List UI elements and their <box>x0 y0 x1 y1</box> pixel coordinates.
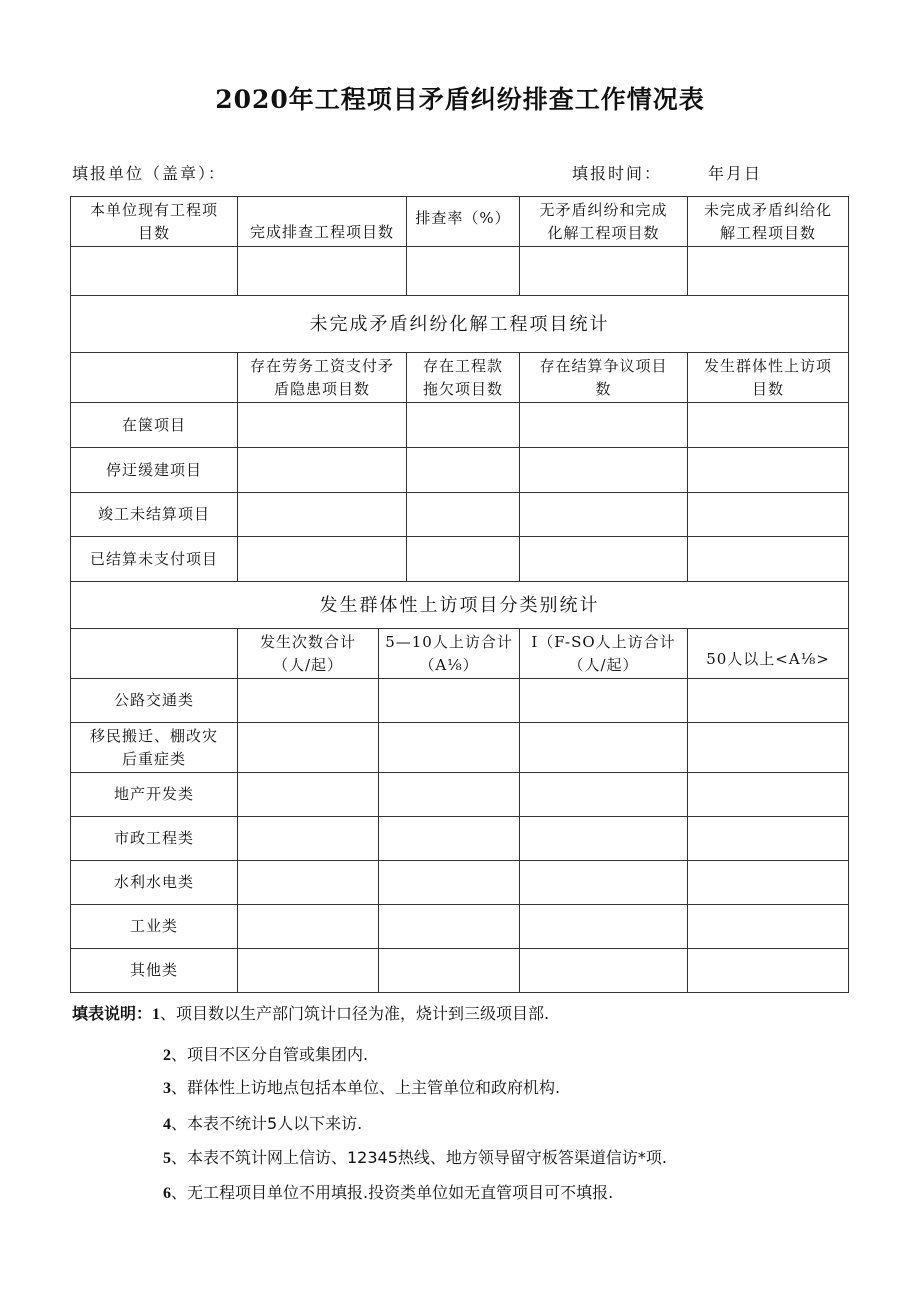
header-unresolved-projects: 未完成矛盾纠给化 解工程项目数 <box>688 197 849 247</box>
header-existing-projects: 本单位现有工程项 目数 <box>71 197 238 247</box>
input-cell[interactable] <box>520 493 688 537</box>
input-cell[interactable] <box>238 403 407 448</box>
row-label: 停迂缓建项目 <box>71 448 238 493</box>
input-cell[interactable] <box>379 905 520 949</box>
input-cell[interactable] <box>71 247 238 296</box>
input-cell[interactable] <box>688 817 849 861</box>
row-header-blank <box>71 353 238 403</box>
input-cell[interactable] <box>238 537 407 582</box>
table-row <box>71 817 849 861</box>
table-row <box>71 949 849 993</box>
note-item: 3、群体性上访地点包括本单位、上主管单位和政府机构. <box>163 1078 561 1097</box>
row-label: 已结算未支付项目 <box>71 537 238 582</box>
report-table <box>70 196 849 993</box>
header-5-10-people: 5—10人上访合计 （A⅛） <box>379 629 520 679</box>
table-row <box>71 448 849 493</box>
input-cell[interactable] <box>688 949 849 993</box>
input-cell[interactable] <box>238 679 379 723</box>
input-cell[interactable] <box>688 403 849 448</box>
note-item: 4、本表不统计5人以下来访. <box>163 1114 363 1133</box>
input-cell[interactable] <box>379 817 520 861</box>
header-payment-arrears: 存在工程款 拖欠项目数 <box>407 353 520 403</box>
page-title: 2020年工程项目矛盾纠纷排查工作情况表 <box>215 85 705 114</box>
input-cell[interactable] <box>379 949 520 993</box>
table-row <box>71 679 849 723</box>
unit-label: 填报单位（盖章）： <box>72 164 227 183</box>
section-unresolved-header-row <box>71 353 849 403</box>
input-cell[interactable] <box>238 861 379 905</box>
input-cell[interactable] <box>238 448 407 493</box>
header-total-count: 发生次数合计 （人/起） <box>238 629 379 679</box>
input-cell[interactable] <box>407 403 520 448</box>
input-cell[interactable] <box>407 493 520 537</box>
input-cell[interactable] <box>520 817 688 861</box>
row-label: 在箧项目 <box>71 403 238 448</box>
row-label: 移民搬迁、棚改灾 后重症类 <box>71 723 238 773</box>
row-label: 工业类 <box>71 905 238 949</box>
header-completed-projects: 完成排查工程项目数 <box>238 197 407 247</box>
input-cell[interactable] <box>520 403 688 448</box>
section-petition-title: 发生群体性上访项目分类别统计 <box>71 582 849 629</box>
time-label: 填报时间： <box>572 164 663 183</box>
input-cell[interactable] <box>520 773 688 817</box>
table-row <box>71 723 849 773</box>
table-row <box>71 905 849 949</box>
input-cell[interactable] <box>520 537 688 582</box>
row-label: 水利水电类 <box>71 861 238 905</box>
row-header-blank <box>71 629 238 679</box>
date-placeholder: 年月日 <box>708 164 763 183</box>
table-row <box>71 537 849 582</box>
input-cell[interactable] <box>407 247 520 296</box>
table-row <box>71 493 849 537</box>
section-petition-title-row <box>71 582 849 629</box>
input-cell[interactable] <box>688 247 849 296</box>
table-row <box>71 403 849 448</box>
input-cell[interactable] <box>407 537 520 582</box>
header-50-plus-people: 50人以上<A⅛> <box>688 629 849 679</box>
input-cell[interactable] <box>238 949 379 993</box>
section-petition-header-row <box>71 629 849 679</box>
input-cell[interactable] <box>520 723 688 773</box>
input-cell[interactable] <box>379 679 520 723</box>
header-wage-risk: 存在劳务工资支付矛 盾隐患项目数 <box>238 353 407 403</box>
input-cell[interactable] <box>379 773 520 817</box>
header-settlement-dispute: 存在结算争议项目 数 <box>520 353 688 403</box>
input-cell[interactable] <box>688 905 849 949</box>
input-cell[interactable] <box>688 493 849 537</box>
input-cell[interactable] <box>520 949 688 993</box>
row-label: 地产开发类 <box>71 773 238 817</box>
header-10-50-people: I（F-SO人上访合计 （人/起） <box>520 629 688 679</box>
input-cell[interactable] <box>407 448 520 493</box>
input-cell[interactable] <box>238 493 407 537</box>
input-cell[interactable] <box>520 905 688 949</box>
input-cell[interactable] <box>238 247 407 296</box>
input-cell[interactable] <box>688 861 849 905</box>
header-check-rate: 排查率（%） <box>407 197 520 247</box>
section-unresolved-title: 未完成矛盾纠纷化解工程项目统计 <box>71 296 849 353</box>
input-cell[interactable] <box>688 773 849 817</box>
header-group-petition: 发生群体性上访项 目数 <box>688 353 849 403</box>
section-unresolved-title-row <box>71 296 849 353</box>
input-cell[interactable] <box>379 723 520 773</box>
input-cell[interactable] <box>688 679 849 723</box>
row-label: 市政工程类 <box>71 817 238 861</box>
summary-header-row <box>71 197 849 247</box>
input-cell[interactable] <box>688 723 849 773</box>
row-label: 其他类 <box>71 949 238 993</box>
note-item: 5、本表不筑计网上信访、12345热线、地方领导留守板答渠道信访*项. <box>163 1148 667 1167</box>
header-resolved-projects: 无矛盾纠纷和完成 化解工程项目数 <box>520 197 688 247</box>
input-cell[interactable] <box>238 773 379 817</box>
input-cell[interactable] <box>238 723 379 773</box>
summary-input-row <box>71 247 849 296</box>
notes-label: 填表说明： <box>72 1004 153 1023</box>
input-cell[interactable] <box>238 817 379 861</box>
input-cell[interactable] <box>379 861 520 905</box>
table-row <box>71 773 849 817</box>
input-cell[interactable] <box>520 247 688 296</box>
input-cell[interactable] <box>688 537 849 582</box>
input-cell[interactable] <box>238 905 379 949</box>
input-cell[interactable] <box>520 861 688 905</box>
row-label: 公路交通类 <box>71 679 238 723</box>
note-item: 2、项目不区分自管或集团内. <box>163 1045 369 1064</box>
note-item: 填表说明：1、项目数以生产部门筑计口径为准，烧计到三级项目部. <box>72 1004 550 1023</box>
time-field <box>572 161 762 184</box>
input-cell[interactable] <box>520 679 688 723</box>
table-row <box>71 861 849 905</box>
note-item: 6、无工程项目单位不用填报.投资类单位如无直管项目可不填报. <box>163 1183 614 1202</box>
row-label: 竣工未结算项目 <box>71 493 238 537</box>
input-cell[interactable] <box>688 448 849 493</box>
input-cell[interactable] <box>520 448 688 493</box>
